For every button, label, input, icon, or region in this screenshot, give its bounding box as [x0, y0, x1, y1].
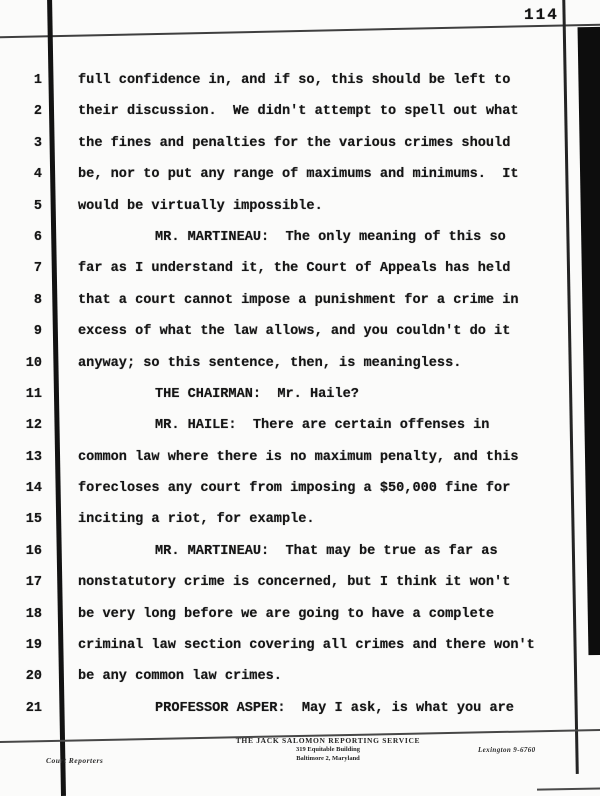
transcript-line	[0, 512, 600, 543]
line-text: their discussion. We didn't attempt to spell out what	[78, 104, 519, 120]
line-number: 16	[25, 543, 42, 559]
transcript-line	[0, 73, 600, 104]
line-number: 5	[33, 198, 42, 214]
top-rule	[0, 24, 600, 39]
line-number: 9	[33, 324, 42, 340]
line-number: 12	[25, 418, 42, 434]
line-number: 17	[25, 575, 42, 591]
line-text: anyway; so this sentence, then, is meaningless.	[78, 355, 462, 371]
line-text: common law where there is no maximum penalty, and this	[78, 449, 519, 465]
line-text: the fines and penalties for the various crimes should	[78, 135, 511, 151]
line-number: 20	[25, 669, 42, 685]
line-text: inciting a riot, for example.	[78, 512, 315, 528]
line-number: 3	[33, 135, 42, 151]
line-text: MR. MARTINEAU: That may be true as far as	[155, 543, 498, 559]
line-number: 13	[25, 449, 42, 465]
transcript-line	[0, 607, 600, 638]
line-number: 14	[25, 481, 42, 497]
line-number: 18	[25, 606, 42, 622]
transcript-line	[0, 544, 600, 575]
transcript-line	[0, 481, 600, 512]
line-number: 2	[33, 104, 42, 120]
footer-service-address: 319 Equitable Building	[296, 746, 360, 754]
line-number: 21	[25, 700, 42, 716]
line-text: criminal law section covering all crimes and there won't	[78, 638, 535, 654]
line-number: 10	[25, 355, 42, 371]
line-number: 4	[33, 167, 42, 183]
line-text: THE CHAIRMAN: Mr. Haile?	[155, 386, 359, 402]
line-text: MR. HAILE: There are certain offenses in	[155, 418, 490, 434]
line-number: 8	[33, 292, 42, 308]
line-number: 11	[25, 386, 42, 402]
line-text: be very long before we are going to have a complete	[78, 606, 495, 622]
footer-phone: Lexington 9-6760	[478, 746, 536, 754]
transcript-line	[0, 199, 600, 230]
line-number: 19	[25, 638, 42, 654]
line-text: nonstatutory crime is concerned, but I think it won't	[78, 575, 511, 591]
transcript-line	[0, 575, 600, 606]
page-number: 114	[524, 6, 559, 24]
bottom-edge-mark	[537, 787, 600, 790]
transcript-line	[0, 324, 600, 355]
transcript-line	[0, 293, 600, 324]
footer-service-name: THE JACK SALOMON REPORTING SERVICE	[235, 736, 421, 745]
line-text: would be virtually impossible.	[78, 198, 323, 214]
line-text: far as I understand it, the Court of Appeals has held	[78, 261, 511, 277]
transcript-line	[0, 167, 600, 198]
line-text: PROFESSOR ASPER: May I ask, is what you are	[155, 700, 514, 716]
line-text: excess of what the law allows, and you couldn't do it	[78, 324, 511, 340]
footer-service-block	[230, 736, 426, 764]
line-number: 6	[33, 229, 42, 245]
transcript-line	[0, 136, 600, 167]
line-text: that a court cannot impose a punishment for a crime in	[78, 292, 519, 308]
line-text: be any common law crimes.	[78, 669, 282, 685]
transcript-line	[0, 701, 600, 732]
transcript-line	[0, 418, 600, 449]
transcript-lines	[0, 73, 600, 732]
transcript-line	[0, 669, 600, 700]
line-number: 7	[33, 261, 42, 277]
line-text: be, nor to put any range of maximums and minimums. It	[78, 167, 519, 183]
transcript-line	[0, 104, 600, 135]
line-number: 1	[33, 73, 42, 88]
transcript-line	[0, 230, 600, 261]
line-text: MR. MARTINEAU: The only meaning of this so	[155, 229, 506, 245]
footer-court-reporters: Court Reporters	[46, 756, 104, 765]
footer-service-city: Baltimore 2, Maryland	[296, 754, 360, 762]
line-text: full confidence in, and if so, this should be left to	[78, 73, 511, 88]
transcript-line	[0, 450, 600, 481]
line-number: 15	[25, 512, 42, 528]
transcript-line	[0, 356, 600, 387]
transcript-line	[0, 638, 600, 669]
transcript-line	[0, 387, 600, 418]
transcript-line	[0, 261, 600, 292]
line-text: forecloses any court from imposing a $50,000 fine for	[78, 481, 511, 497]
